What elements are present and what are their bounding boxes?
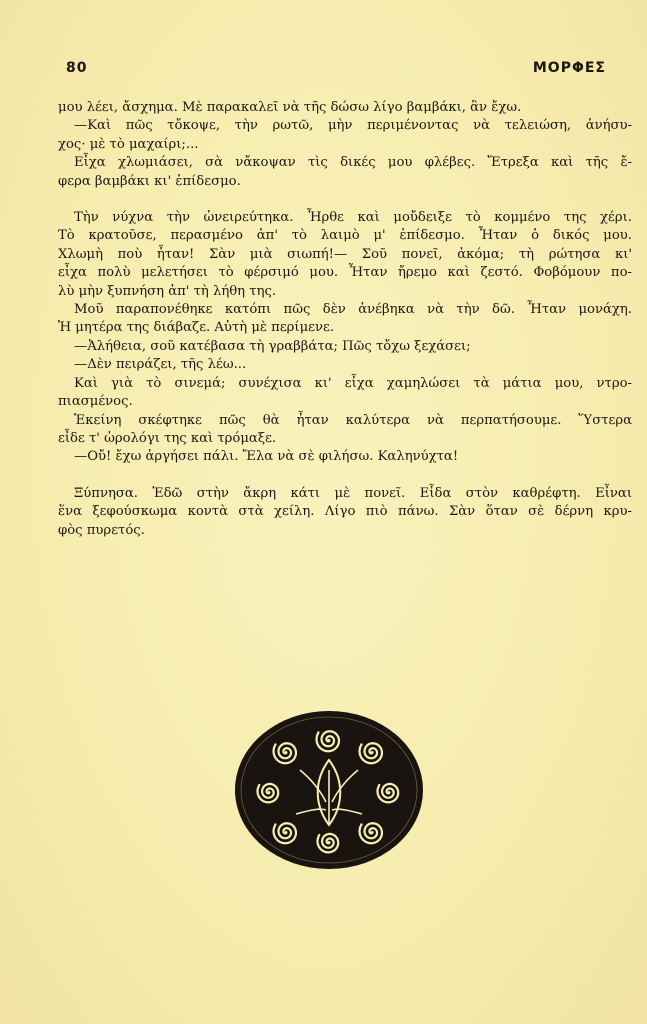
paragraph	[58, 356, 632, 374]
text-line: πιασμένος.	[58, 394, 133, 410]
text-line: λὺ μὴν ξυπνήση ἀπ' τὴ λήθη της.	[58, 283, 277, 299]
text-line: εἶχα πολὺ μελετήσει τὸ φέρσιμό μου. Ἦταν ἤρεμο καὶ ζεστό. Φοβόμουν πο-	[58, 265, 632, 281]
paragraph	[58, 485, 632, 540]
text-line: εἶδε τ' ὡρολόγι της καὶ τρόμαξε.	[58, 430, 277, 446]
text-line: —Ἀλήθεια, σοῦ κατέβασα τὴ γραββάτα; Πῶς τὄχω ξεχάσει;	[74, 338, 471, 354]
paragraph-gap	[58, 467, 632, 485]
text-line: φὸς πυρετός.	[58, 522, 145, 538]
text-line: —Οὔ! ἔχω ἀργήσει πάλι. Ἔλα νὰ σὲ φιλήσω. Καληνύχτα!	[74, 449, 459, 465]
spiral-ornament-icon	[234, 710, 424, 870]
paragraph	[58, 448, 632, 466]
paragraph	[58, 338, 632, 356]
text-line: Μοῦ παραπονέθηκε κατόπι πῶς δὲν ἀνέβηκα νὰ τὴν δῶ. Ἦταν μονάχη.	[74, 302, 632, 318]
text-line: Καὶ γιὰ τὸ σινεμά; συνέχισα κι' εἶχα χαμηλώσει τὰ μάτια μου, ντρο-	[74, 375, 632, 391]
body-text	[58, 99, 632, 540]
text-line: Εἶχα χλωμιάσει, σὰ νἄκοψαν τὶς δικές μου φλέβες. Ἔτρεξα καὶ τῆς ἔ-	[74, 155, 632, 171]
text-line: Χλωμὴ ποὺ ἦταν! Σὰν μιὰ σιωπή!— Σοῦ πονεῖ, ἀκόμα; τὴ ρώτησα κι'	[58, 246, 632, 262]
paragraph	[58, 209, 632, 301]
text-line: Ξύπνησα. Ἐδῶ στὴν ἄκρη κάτι μὲ πονεῖ. Εἶδα στὸν καθρέφτη. Εἶναι	[74, 485, 632, 501]
paragraph	[58, 301, 632, 338]
text-line: Ἐκείνη σκέφτηκε πῶς θὰ ἦταν καλύτερα νὰ περπατήσουμε. Ὕστερα	[74, 412, 632, 428]
text-line: φερα βαμβάκι κι' ἐπίδεσμο.	[58, 173, 241, 189]
paragraph	[58, 375, 632, 412]
page-number: 80	[66, 60, 88, 76]
paragraph	[58, 117, 632, 154]
text-line: —Δὲν πειράζει, τῆς λέω...	[74, 357, 247, 373]
text-line: μου λέει, ἄσχημα. Μὲ παρακαλεῖ νὰ τῆς δώσω λίγο βαμβάκι, ἂν ἔχω.	[58, 100, 522, 115]
paragraph	[58, 412, 632, 449]
paragraph	[58, 154, 632, 191]
text-line: Τὴν νύχνα τὴν ὠνειρεύτηκα. Ἦρθε καὶ μοὔδειξε τὸ κομμένο της χέρι.	[74, 210, 632, 226]
paragraph-gap	[58, 191, 632, 209]
text-line: —Καὶ πῶς τὄκοψε, τὴν ρωτῶ, μὴν περιμένοντας νὰ τελειώση, ἀνήσυ-	[74, 118, 632, 134]
journal-title: ΜΟΡΦΕΣ	[532, 60, 606, 76]
paragraph	[58, 99, 632, 117]
text-line: ἕνα ξεφούσκωμα κοντὰ στὰ χείλη. Λίγο πιὸ πάνω. Σὰν ὅταν σὲ δέρνη κρυ-	[58, 504, 632, 520]
text-line: Ἡ μητέρα της διάβαζε. Αὐτὴ μὲ περίμενε.	[58, 320, 335, 336]
running-head	[66, 60, 606, 82]
text-line: χος· μὲ τὸ μαχαίρι;...	[58, 136, 199, 152]
text-line: Τὸ κρατοῦσε, περασμένο ἀπ' τὸ λαιμὸ μ' ἐπίδεσμο. Ἦταν ὁ δικός μου.	[58, 228, 632, 244]
